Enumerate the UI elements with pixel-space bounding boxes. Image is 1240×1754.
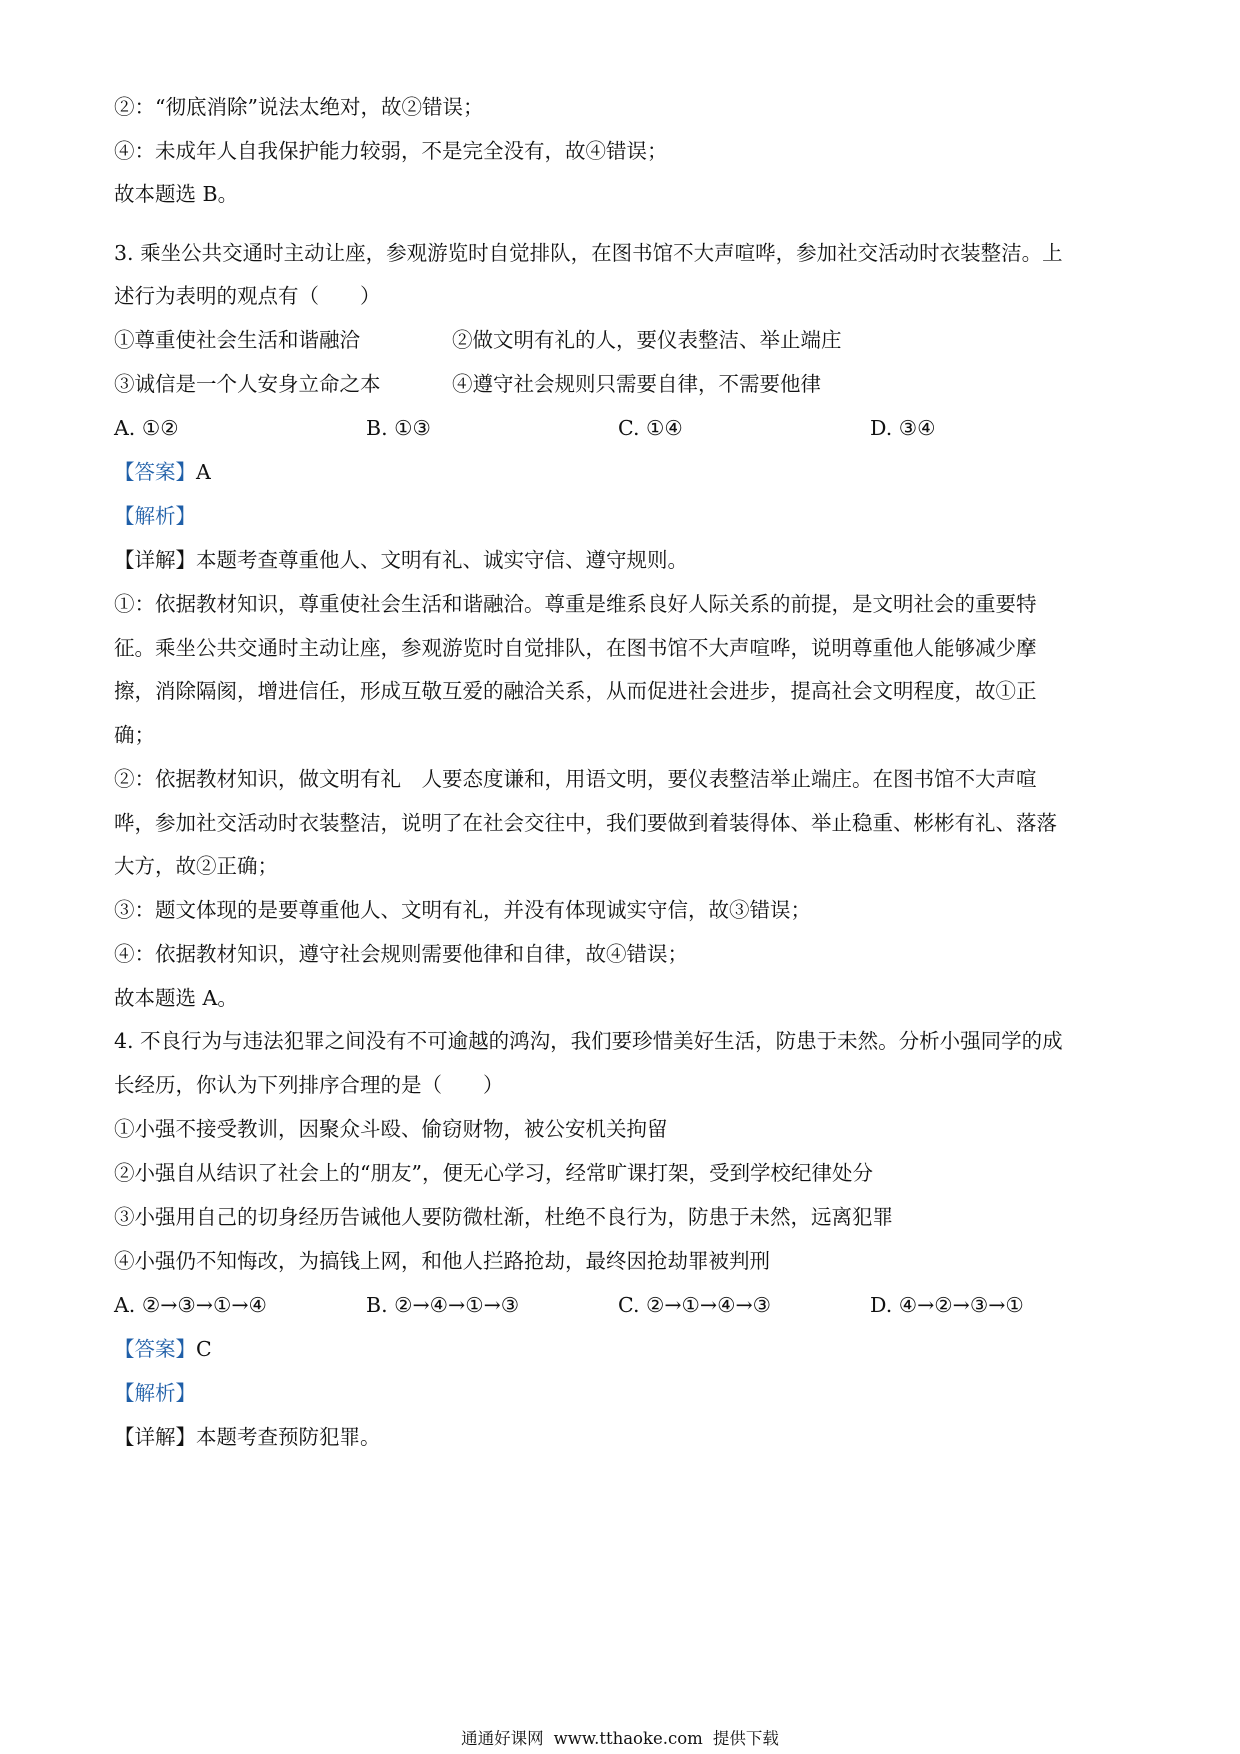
q4-statement-1: ①小强不接受教训，因聚众斗殴、偷窃财物，被公安机关拘留 xyxy=(114,1117,668,1141)
q3-answer xyxy=(114,458,211,486)
text-line: 擦，消除隔阂，增进信任，形成互敬互爱的融洽关系，从而促进社会进步，提高社会文明程度，故①正 xyxy=(114,679,1037,703)
answer-label: 【答案】 xyxy=(114,460,196,484)
page-footer xyxy=(0,1728,1240,1750)
text-line: ②：“彻底消除”说法太绝对，故②错误； xyxy=(114,95,484,119)
q3-statement-4: ④遵守社会规则只需要自律，不需要他律 xyxy=(452,372,821,396)
text-line: 故本题选 A。 xyxy=(114,986,238,1010)
question-3-stem-continued: 述行为表明的观点有（ ） xyxy=(114,284,381,308)
footer-download-text: 提供下载 xyxy=(712,1729,779,1748)
q4-analysis-label xyxy=(114,1379,196,1407)
text-line: ④：依据教材知识，遵守社会规则需要他律和自律，故④错误； xyxy=(114,942,688,966)
text-line: 【详解】本题考查预防犯罪。 xyxy=(114,1425,381,1449)
q3-analysis-label xyxy=(114,502,196,530)
q4-statement-4: ④小强仍不知悔改，为搞钱上网，和他人拦路抢劫，最终因抢劫罪被判刑 xyxy=(114,1249,770,1273)
analysis-label: 【解析】 xyxy=(114,504,196,528)
footer-url[interactable]: www.tthaoke.com xyxy=(553,1729,703,1748)
question-4-stem: 4. 不良行为与违法犯罪之间没有不可逾越的鸿沟，我们要珍惜美好生活，防患于未然。分析小强同学的成 xyxy=(114,1029,1063,1053)
q4-option-a: A. ②→③→①→④ xyxy=(114,1293,267,1317)
q3-option-d: D. ③④ xyxy=(870,416,936,440)
q3-statement-1: ①尊重使社会生活和谐融洽 xyxy=(114,328,360,352)
q3-option-b: B. ①③ xyxy=(366,416,431,440)
text-line: ②：依据教材知识，做文明有礼 人要态度谦和，用语文明，要仪表整洁举止端庄。在图书馆不大声喧 xyxy=(114,767,1037,791)
q4-option-b: B. ②→④→①→③ xyxy=(366,1293,520,1317)
text-line: 哗，参加社交活动时衣装整洁，说明了在社会交往中，我们要做到着装得体、举止稳重、彬彬有礼、落落 xyxy=(114,811,1057,835)
q3-option-c: C. ①④ xyxy=(618,416,683,440)
answer-value: A xyxy=(196,460,211,484)
text-line: 故本题选 B。 xyxy=(114,182,239,206)
text-line: ④：未成年人自我保护能力较弱，不是完全没有，故④错误； xyxy=(114,139,668,163)
text-line: 大方，故②正确； xyxy=(114,854,278,878)
text-line: 【详解】本题考查尊重他人、文明有礼、诚实守信、遵守规则。 xyxy=(114,548,688,572)
question-4-stem-continued: 长经历，你认为下列排序合理的是（ ） xyxy=(114,1073,504,1097)
q3-statement-3: ③诚信是一个人安身立命之本 xyxy=(114,372,381,396)
text-line: ①：依据教材知识，尊重使社会生活和谐融洽。尊重是维系良好人际关系的前提，是文明社会的重要特 xyxy=(114,592,1037,616)
q4-option-d: D. ④→②→③→① xyxy=(870,1293,1024,1317)
answer-value: C xyxy=(196,1337,212,1361)
q4-statement-2: ②小强自从结识了社会上的“朋友”，便无心学习，经常旷课打架，受到学校纪律处分 xyxy=(114,1161,873,1185)
text-line: ③：题文体现的是要尊重他人、文明有礼，并没有体现诚实守信，故③错误； xyxy=(114,898,811,922)
q4-statement-3: ③小强用自己的切身经历告诫他人要防微杜渐，杜绝不良行为，防患于未然，远离犯罪 xyxy=(114,1205,893,1229)
q3-option-a: A. ①② xyxy=(114,416,179,440)
q4-answer xyxy=(114,1335,212,1363)
q4-option-c: C. ②→①→④→③ xyxy=(618,1293,772,1317)
text-line: 征。乘坐公共交通时主动让座，参观游览时自觉排队，在图书馆不大声喧哗，说明尊重他人能够减少摩 xyxy=(114,636,1037,660)
text-line: 确； xyxy=(114,723,155,747)
q3-statement-2: ②做文明有礼的人，要仪表整洁、举止端庄 xyxy=(452,328,842,352)
analysis-label: 【解析】 xyxy=(114,1381,196,1405)
question-3-stem: 3. 乘坐公共交通时主动让座，参观游览时自觉排队，在图书馆不大声喧哗，参加社交活动时衣装整洁。上 xyxy=(114,241,1063,265)
footer-site-name: 通通好课网 xyxy=(461,1729,544,1748)
answer-label: 【答案】 xyxy=(114,1337,196,1361)
